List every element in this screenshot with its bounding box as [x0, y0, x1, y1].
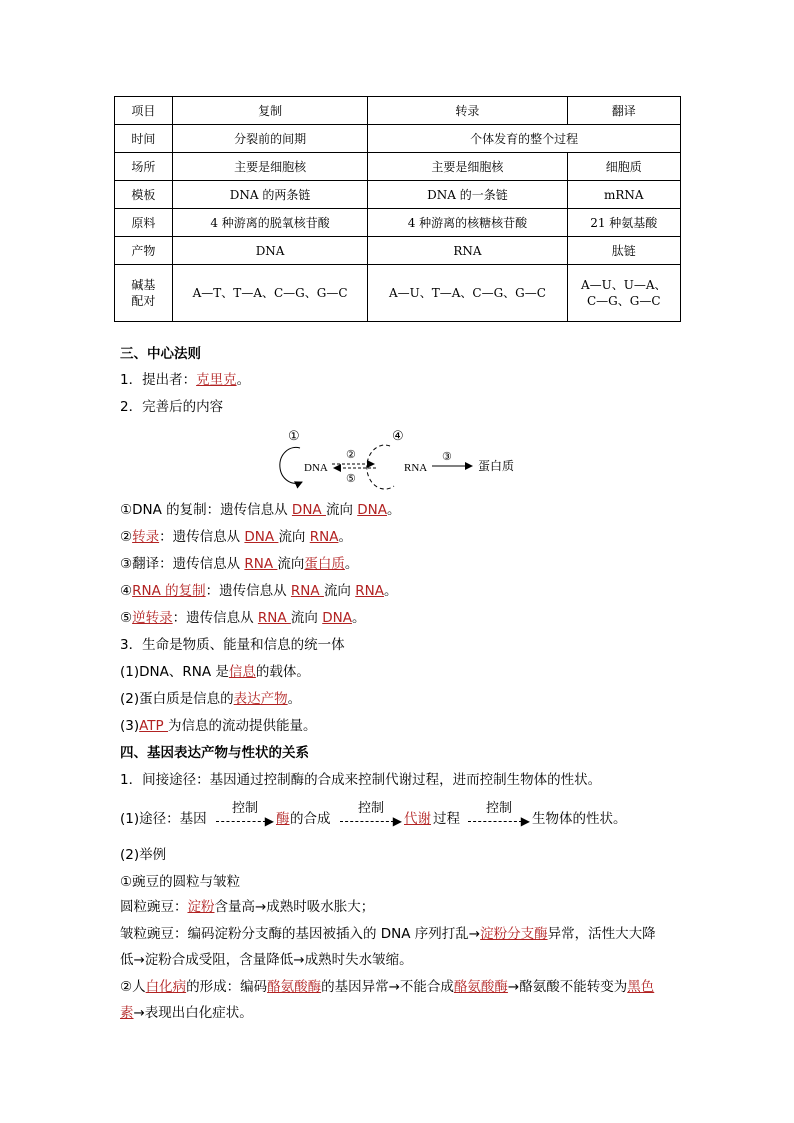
arrow-label: 控制: [357, 801, 384, 816]
label-3: ③: [442, 451, 452, 463]
header-transcription: 转录: [368, 97, 567, 125]
wrinkled-pea-2: 低→淀粉合成受阻，含量降低→成熟时失水皱缩。: [120, 952, 413, 968]
header-item: 项目: [115, 97, 173, 125]
answer: DNA: [291, 502, 326, 518]
text: →表现出白化症状。: [133, 1005, 253, 1021]
table-cell: DNA 的一条链: [368, 181, 567, 209]
cell-line1: A—U、U—A、: [580, 278, 667, 292]
answer: 转录: [132, 529, 160, 545]
answer: DNA: [244, 529, 279, 545]
text: 异常，活性大大降: [547, 926, 656, 942]
table-cell: [567, 265, 680, 322]
table-cell: A—T、T—A、C—G、G—C: [172, 265, 368, 322]
text: (1)途径：基因: [120, 811, 207, 827]
table-cell: 主要是细胞核: [368, 153, 567, 181]
label-4: ④: [392, 428, 404, 443]
central-dogma-diagram: [270, 426, 530, 490]
text: ②: [120, 529, 133, 545]
text: 的基因异常→不能合成: [321, 979, 454, 995]
text: 为信息的流动提供能量。: [168, 718, 317, 734]
unity-3: [120, 716, 317, 736]
text: →酪氨酸不能转变为: [507, 979, 628, 995]
text: (1)DNA、RNA 是: [120, 664, 229, 680]
wrinkled-pea-1: [120, 924, 656, 944]
text: 。: [386, 502, 401, 518]
section-3-title: 三、中心法则: [120, 346, 201, 362]
text: 皱粒豌豆：编码淀粉分支酶的基因被插入的 DNA 序列打乱→: [120, 926, 481, 942]
answer: 代谢: [404, 811, 431, 827]
text: ①DNA 的复制：遗传信息从: [120, 502, 292, 518]
text: 圆粒豌豆：: [120, 899, 188, 915]
text: ：遗传信息从: [205, 583, 291, 599]
header-translation: 翻译: [567, 97, 680, 125]
answer: 素: [120, 1005, 134, 1021]
row-label: 模板: [115, 181, 173, 209]
rna-label: RNA: [404, 462, 428, 474]
round-pea: [120, 897, 374, 917]
text: 的合成: [290, 811, 331, 827]
answer: DNA: [357, 502, 387, 518]
pea-heading: ①豌豆的圆粒与皱粒: [120, 874, 241, 890]
answer: RNA: [309, 529, 339, 545]
answer: 酪氨酸酶: [453, 979, 508, 995]
text: ④: [120, 583, 133, 599]
dogma-line-3: [120, 554, 358, 574]
text: 。: [351, 610, 366, 626]
text: 生物体的性状。: [532, 811, 627, 827]
dna-label: DNA: [304, 462, 328, 474]
table-cell: RNA: [368, 237, 567, 265]
text: 的形成：编码: [186, 979, 268, 995]
text: 。: [344, 556, 359, 572]
indirect-path: 1．间接途径：基因通过控制酶的合成来控制代谢过程，进而控制生物体的性状。: [120, 772, 602, 788]
text: ⑤: [120, 610, 133, 626]
text: ③翻译：遗传信息从: [120, 556, 245, 572]
table-cell: 个体发育的整个过程: [368, 125, 681, 153]
row-label: [115, 265, 173, 322]
text: 。: [383, 583, 398, 599]
answer: DNA: [322, 610, 352, 626]
answer: ATP: [139, 718, 168, 734]
label-1: ①: [288, 428, 300, 443]
text: 含量高→成熟时吸水胀大；: [214, 899, 375, 915]
text: 流向: [290, 610, 323, 626]
table-cell: 4 种游离的脱氧核苷酸: [172, 209, 368, 237]
table-cell: 细胞质: [567, 153, 680, 181]
answer: 克里克: [196, 372, 237, 388]
dna-replication-arrow: [280, 447, 302, 483]
text: 过程: [433, 811, 460, 827]
row-label-line1: 碱基: [131, 278, 156, 292]
text: 。: [287, 691, 302, 707]
text: ②人: [120, 979, 146, 995]
pathway-row: (1)途径：基因 控制 ▶ 酶 的合成 控制 ▶ 代谢 过程 控制 ▶ 生物体的性状。: [120, 800, 680, 840]
proposer-line: [120, 370, 250, 390]
text: (2)蛋白质是信息的: [120, 691, 234, 707]
table-cell: 肽链: [567, 237, 680, 265]
label-5: ⑤: [346, 473, 356, 485]
text: 1．提出者：: [120, 372, 197, 388]
row-label: 时间: [115, 125, 173, 153]
answer: 信息: [228, 664, 256, 680]
albinism-2: [120, 1003, 253, 1023]
answer: 淀粉分支酶: [480, 926, 548, 942]
content-heading: 2．完善后的内容: [120, 399, 224, 415]
dogma-line-1: [120, 500, 400, 520]
label-2: ②: [346, 449, 356, 461]
unity-heading: 3．生命是物质、能量和信息的统一体: [120, 637, 345, 653]
rna-replication-arrow: [367, 445, 394, 489]
text: ：遗传信息从: [159, 529, 245, 545]
protein-label: 蛋白质: [478, 459, 515, 473]
dogma-line-4: [120, 581, 397, 601]
dogma-line-2: [120, 527, 352, 547]
answer: 逆转录: [132, 610, 173, 626]
answer: 表达产物: [233, 691, 288, 707]
examples-heading: (2)举例: [120, 847, 167, 863]
text: (3): [120, 718, 140, 734]
answer: RNA: [290, 583, 324, 599]
unity-2: [120, 689, 301, 709]
text: 流向: [278, 529, 310, 545]
text: 。: [338, 529, 352, 545]
table-cell: 4 种游离的核糖核苷酸: [368, 209, 567, 237]
row-label: 产物: [115, 237, 173, 265]
cell-line2: C—G、G—C: [586, 294, 661, 308]
section-4-title: 四、基因表达产物与性状的关系: [120, 745, 309, 761]
answer: 淀粉: [187, 899, 215, 915]
text: ：遗传信息从: [172, 610, 258, 626]
table-cell: DNA: [172, 237, 368, 265]
header-replication: 复制: [172, 97, 368, 125]
table-cell: 21 种氨基酸: [567, 209, 680, 237]
row-label: 原料: [115, 209, 173, 237]
answer: 黑色: [627, 979, 655, 995]
answer: 蛋白质: [304, 556, 345, 572]
answer: RNA 的复制: [132, 583, 206, 599]
answer: 酪氨酸酶: [267, 979, 322, 995]
arrow-label: 控制: [231, 801, 258, 816]
answer: RNA: [355, 583, 384, 599]
answer: RNA: [257, 610, 291, 626]
row-label-line2: 配对: [131, 294, 156, 308]
text: 。: [236, 372, 251, 388]
albinism-1: [120, 977, 654, 997]
table-cell: mRNA: [567, 181, 680, 209]
comparison-table: [114, 96, 681, 322]
text: 流向: [325, 502, 358, 518]
row-label: 场所: [115, 153, 173, 181]
answer: 酶: [276, 811, 290, 827]
text: 流向: [277, 556, 305, 572]
text: 流向: [323, 583, 356, 599]
arrow-label: 控制: [485, 801, 512, 816]
table-cell: DNA 的两条链: [172, 181, 368, 209]
answer: RNA: [244, 556, 278, 572]
dogma-line-5: [120, 608, 365, 628]
text: 的载体。: [255, 664, 310, 680]
unity-1: [120, 662, 310, 682]
table-cell: 分裂前的间期: [172, 125, 368, 153]
answer: 白化病: [145, 979, 187, 995]
table-cell: A—U、T—A、C—G、G—C: [368, 265, 567, 322]
table-cell: 主要是细胞核: [172, 153, 368, 181]
